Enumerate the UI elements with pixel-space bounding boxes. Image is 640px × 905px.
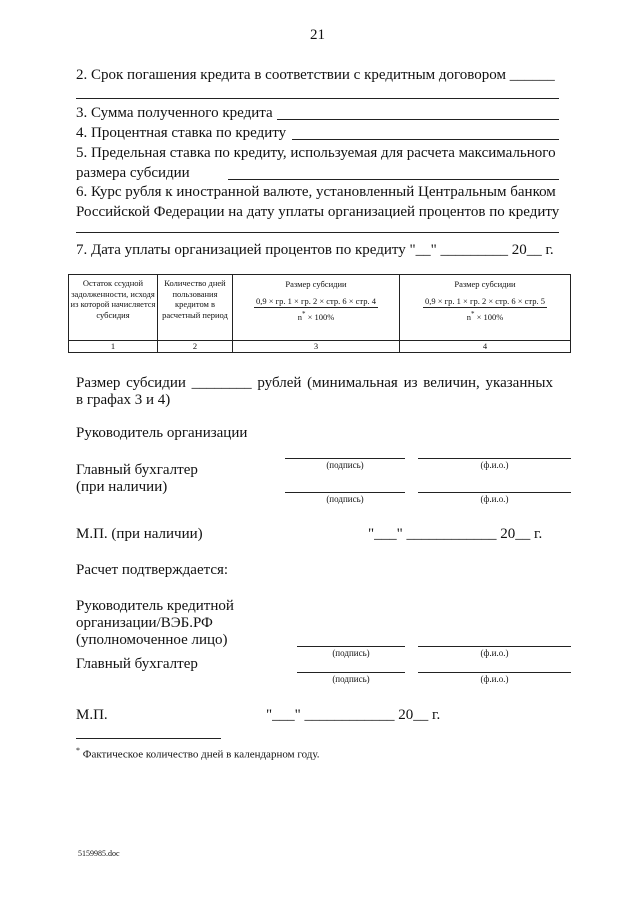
- signature-caption: (подпись): [332, 674, 370, 684]
- col-number-1: 1: [69, 341, 158, 353]
- chief-accountant-label: Главный бухгалтер: [76, 462, 198, 478]
- bank-chief-accountant-label: Главный бухгалтер: [76, 656, 198, 672]
- item-5-line2: размера субсидии: [76, 165, 190, 181]
- rule: [292, 139, 559, 140]
- item-3: 3. Сумма полученного кредита: [76, 105, 273, 121]
- item-6-line2: Российской Федерации на дату уплаты организацией процентов по кредиту: [76, 204, 560, 220]
- fio-caption: (ф.и.о.): [480, 648, 509, 658]
- header-col1: Остаток ссудной задолженности, исходя из которой начисляется субсидия: [69, 275, 158, 341]
- formula-col3-denominator: n* × 100%: [297, 310, 335, 322]
- signature-caption: (подпись): [326, 460, 364, 470]
- header-col3-title: Размер субсидии: [285, 279, 347, 289]
- fio-line: [418, 492, 571, 493]
- rule: [277, 119, 559, 120]
- rule: [76, 98, 559, 99]
- confirmed-label: Расчет подтверждается:: [76, 562, 229, 578]
- signature-caption: (подпись): [332, 648, 370, 658]
- mp-label: М.П.: [76, 707, 108, 723]
- item-2: 2. Срок погашения кредита в соответствии с кредитным договором ______: [76, 67, 555, 83]
- bank-head-line1: Руководитель кредитной: [76, 598, 234, 614]
- header-col4: [400, 275, 571, 341]
- header-col3: [233, 275, 400, 341]
- bank-date-line: "___" ____________ 20__ г.: [266, 707, 441, 723]
- page-number: 21: [310, 27, 325, 43]
- signature-line: [297, 646, 405, 647]
- signature-line: [285, 492, 405, 493]
- subsidy-line2: в графах 3 и 4): [76, 392, 171, 408]
- item-5-line1: 5. Предельная ставка по кредиту, используемая для расчета максимального: [76, 145, 556, 161]
- col-number-3: 3: [233, 341, 400, 353]
- bank-head-line3: (уполномоченное лицо): [76, 632, 228, 648]
- org-head-label: Руководитель организации: [76, 425, 248, 441]
- col-number-2: 2: [158, 341, 233, 353]
- footnote: * Фактическое количество дней в календарном году.: [76, 746, 320, 761]
- mp-if-any-label: М.П. (при наличии): [76, 526, 203, 542]
- file-name: 5159985.doc: [78, 849, 120, 858]
- if-any-label: (при наличии): [76, 479, 168, 495]
- fio-line: [418, 458, 571, 459]
- subsidy-line1: Размер субсидии ________ рублей (минимальная из величин, указанных: [76, 375, 553, 391]
- item-4: 4. Процентная ставка по кредиту: [76, 125, 287, 141]
- bank-head-line2: организации/ВЭБ.РФ: [76, 615, 213, 631]
- footnote-rule: [76, 738, 221, 739]
- signature-line: [297, 672, 405, 673]
- header-col2: Количество дней пользования кредитом в расчетный период: [158, 275, 233, 341]
- rule: [76, 232, 559, 233]
- header-col4-title: Размер субсидии: [454, 279, 516, 289]
- item-7: 7. Дата уплаты организацией процентов по кредиту "__" _________ 20__ г.: [76, 242, 554, 258]
- subsidy-table: [68, 274, 571, 353]
- org-date-line: "___" ____________ 20__ г.: [368, 526, 543, 542]
- signature-line: [285, 458, 405, 459]
- fio-line: [418, 646, 571, 647]
- formula-col4-numerator: 0,9 × гр. 1 × гр. 2 × стр. 6 × стр. 5: [423, 296, 547, 309]
- formula-col3-numerator: 0,9 × гр. 1 × гр. 2 × стр. 6 × стр. 4: [254, 296, 378, 309]
- item-6-line1: 6. Курс рубля к иностранной валюте, установленный Центральным банком: [76, 184, 556, 200]
- formula-col4-denominator: n* × 100%: [466, 310, 504, 322]
- rule: [228, 179, 559, 180]
- fio-caption: (ф.и.о.): [480, 674, 509, 684]
- signature-caption: (подпись): [326, 494, 364, 504]
- fio-caption: (ф.и.о.): [480, 460, 509, 470]
- fio-caption: (ф.и.о.): [480, 494, 509, 504]
- fio-line: [418, 672, 571, 673]
- col-number-4: 4: [400, 341, 571, 353]
